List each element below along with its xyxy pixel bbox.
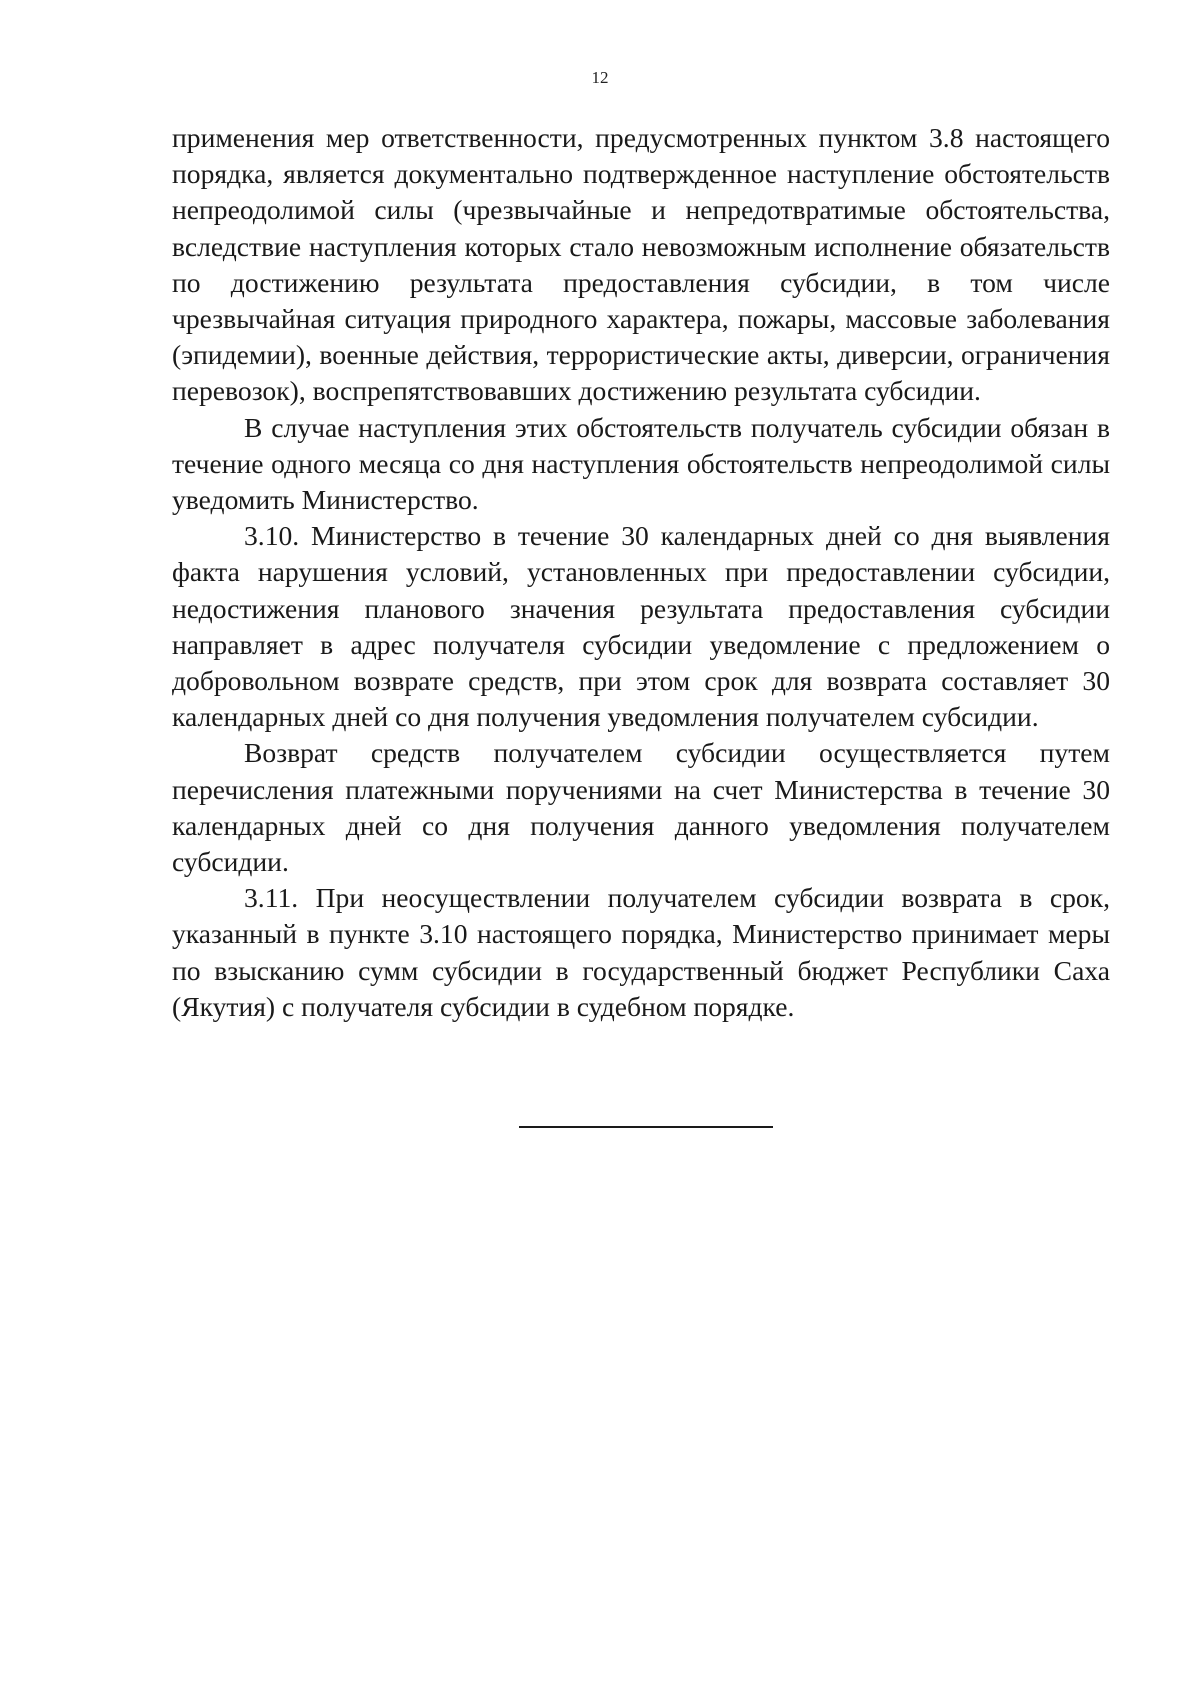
document-body	[172, 120, 1110, 1025]
paragraph-section-3-11: 3.11. При неосуществлении получателем субсидии возврата в срок, указанный в пункте 3.10 настоящего порядка, Министерство принимает меры по взысканию сумм субсидии в государственный бюджет Республики Саха (Якутия) с получателя субсидии в судебном порядке.	[172, 882, 1110, 1022]
paragraph-refund-procedure: Возврат средств получателем субсидии осуществляется путем перечисления платежными поручениями на счет Министерства в течение 30 календарных дней со дня получения данного уведомления получателем субсидии.	[172, 737, 1110, 878]
end-of-document-rule	[519, 1126, 773, 1128]
paragraph-notification-duty: В случае наступления этих обстоятельств получатель субсидии обязан в течение одного месяца со дня наступления обстоятельств непреодолимой силы уведомить Министерство.	[172, 411, 1110, 516]
page-number: 12	[591, 68, 609, 87]
paragraph-force-majeure: применения мер ответственности, предусмотренных пунктом 3.8 настоящего порядка, является документально подтвержденное наступление обстоятельств непреодолимой силы (чрезвычайные и непредотвратимые обстоятельства, вследствие наступления которых стало невозможным исполнение обязательств по достижению результата предоставления субсидии, в том числе чрезвычайная ситуация природного характера, пожары, массовые заболевания (эпидемии), военные действия, террористические акты, диверсии, ограничения перевозок), воспрепятствовавших достижению результата субсидии.	[172, 122, 1110, 407]
paragraph-section-3-10: 3.10. Министерство в течение 30 календарных дней со дня выявления факта нарушения условий, установленных при предоставлении субсидии, недостижения планового значения результата предоставления субсидии направляет в адрес получателя субсидии уведомление с предложением о добровольном возврате средств, при этом срок для возврата составляет 30 календарных дней со дня получения уведомления получателем субсидии.	[172, 520, 1110, 733]
